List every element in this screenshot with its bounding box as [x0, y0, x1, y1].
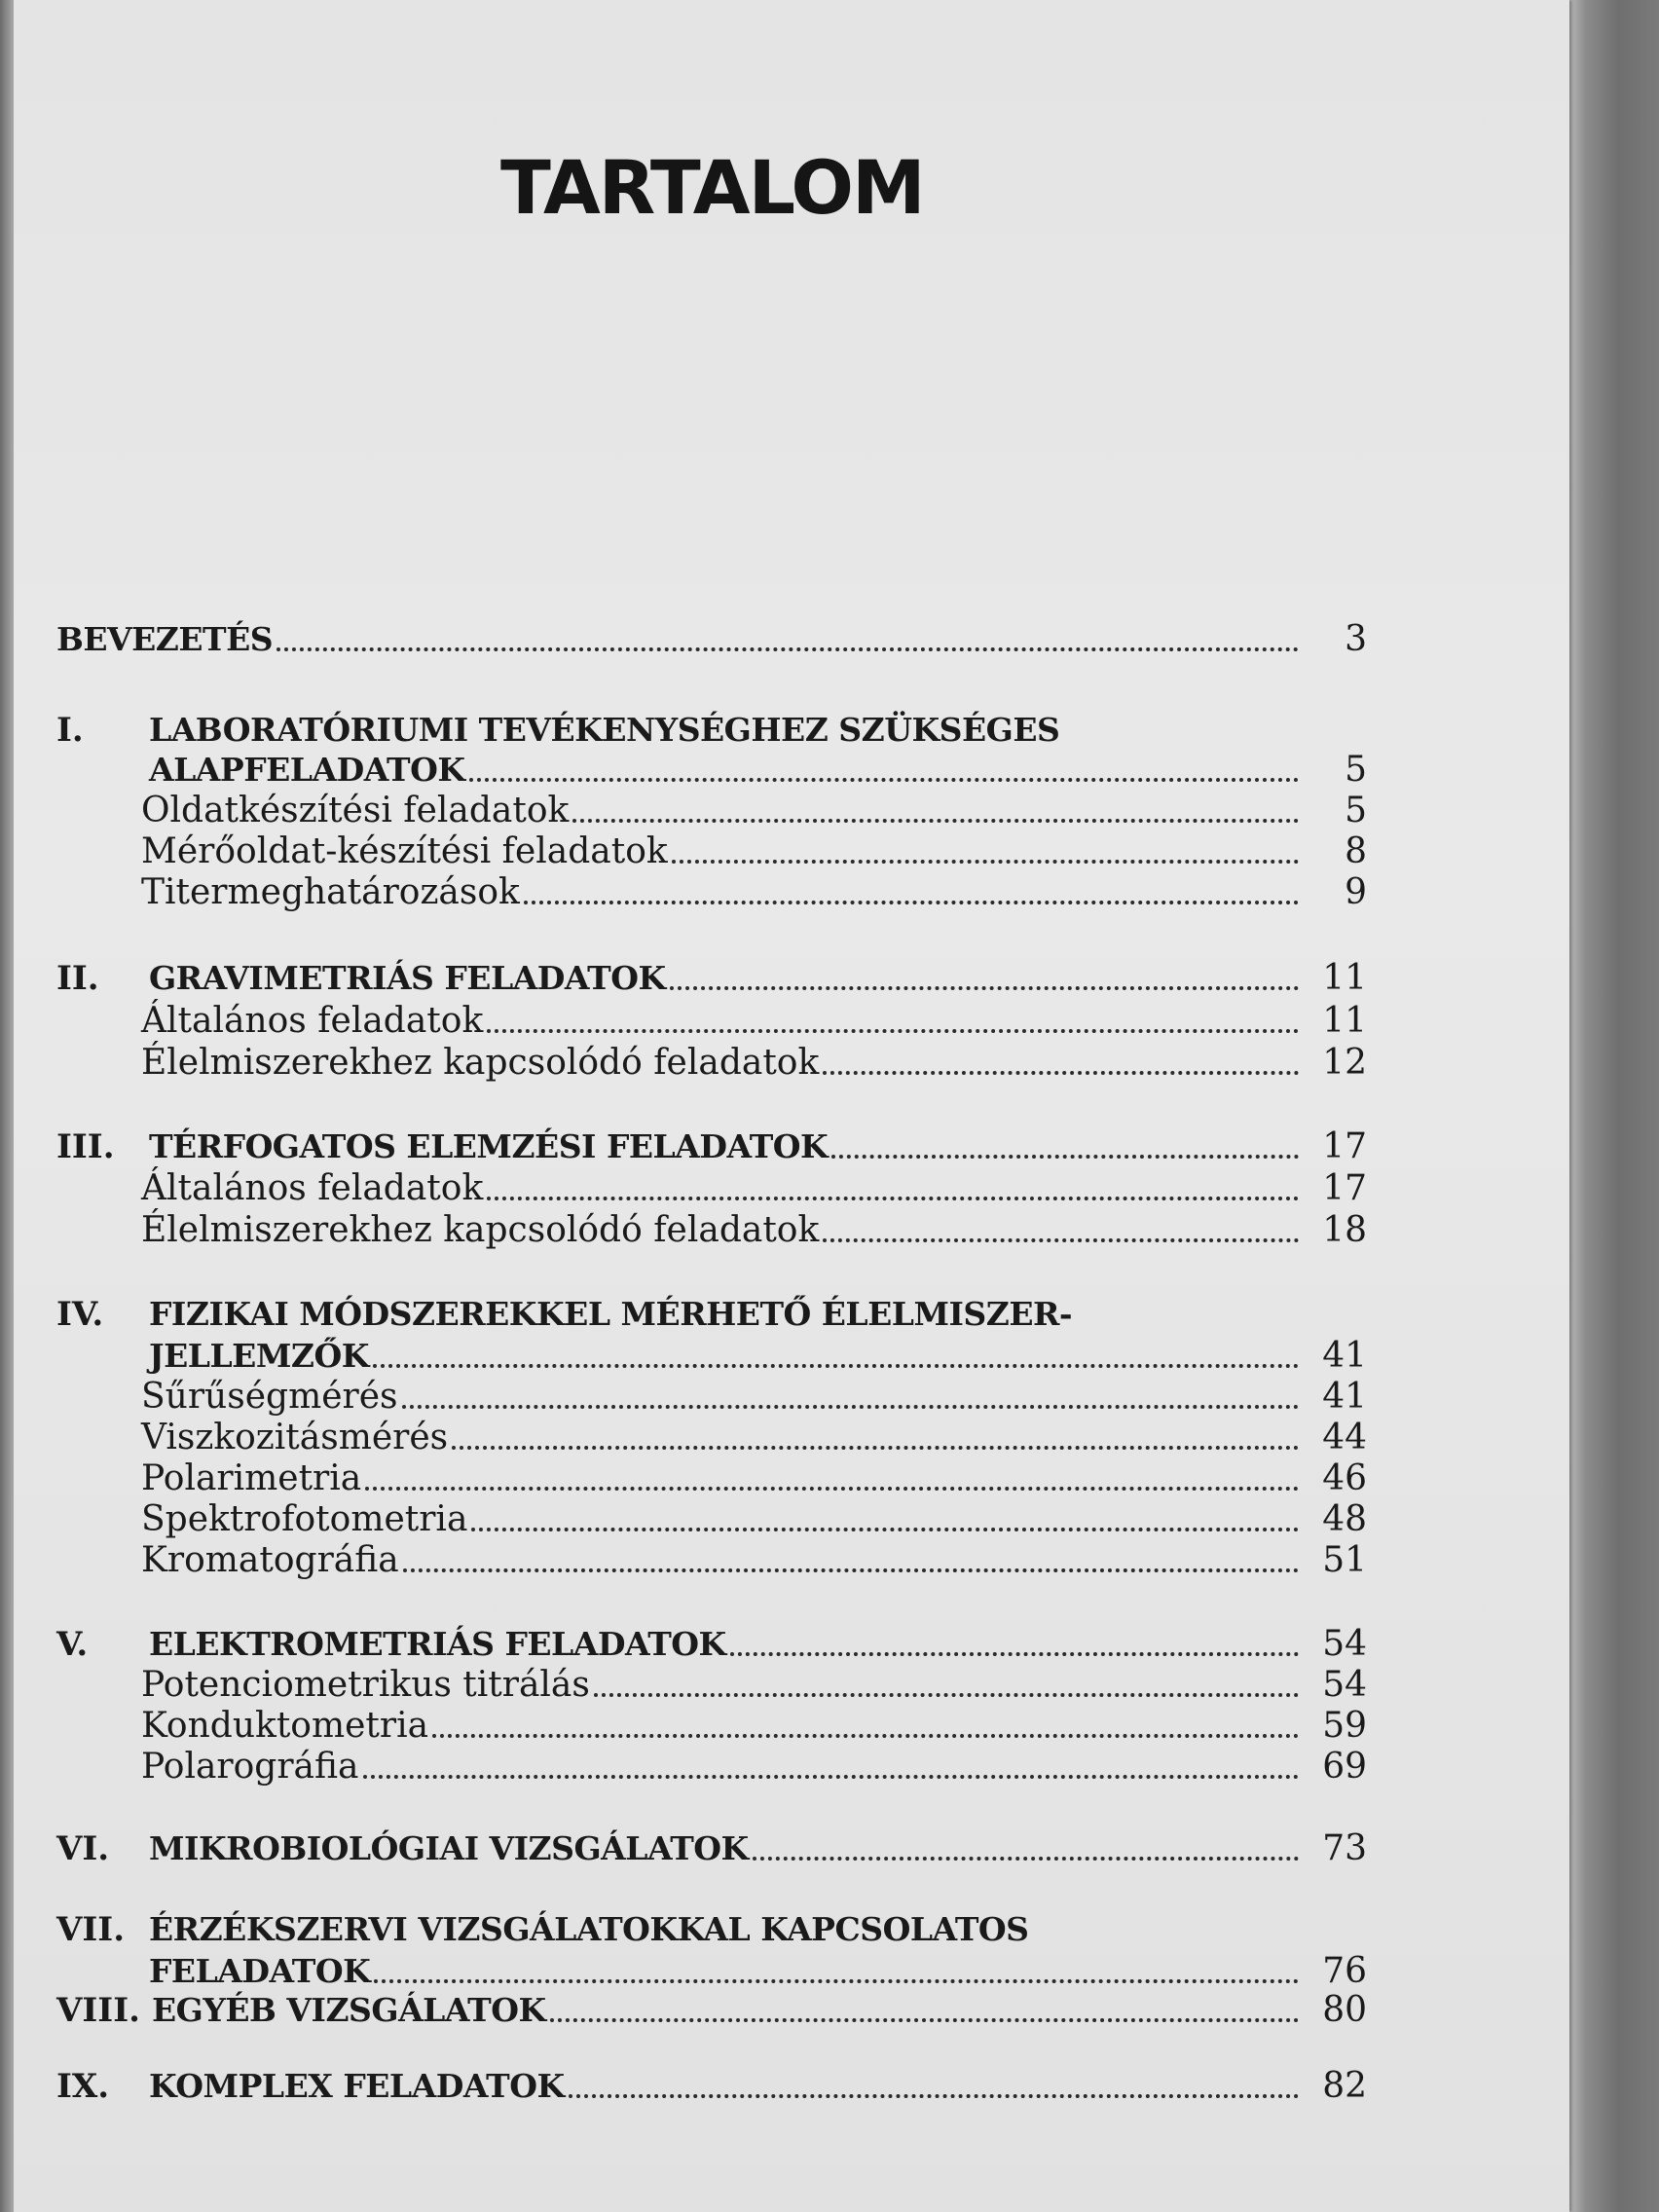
- toc-entry-label: Viszkozitásmérés: [141, 1418, 449, 1457]
- dot-leader: [672, 860, 1299, 864]
- dot-leader: [363, 1775, 1300, 1779]
- dot-leader: [373, 1364, 1299, 1368]
- dot-leader: [670, 986, 1299, 990]
- book-page: [14, 0, 1569, 2212]
- toc-section-heading: [56, 1910, 1367, 1949]
- toc-entry-label-line1: LABORATÓRIUMI TEVÉKENYSÉGHEZ SZÜKSÉGES: [149, 711, 1060, 749]
- toc-entry-label: Polarográfia: [141, 1747, 359, 1787]
- toc-entry: [141, 1210, 1367, 1250]
- toc-entry-page: 41: [1322, 1336, 1367, 1376]
- dot-leader: [365, 1487, 1299, 1491]
- dot-leader: [432, 1734, 1299, 1738]
- toc-entry: [141, 1001, 1367, 1041]
- toc-entry-label: Polarimetria: [141, 1458, 362, 1498]
- toc-entry-label: Sűrűségmérés: [141, 1377, 398, 1417]
- toc-entry-label: JELLEMZŐK: [149, 1337, 369, 1375]
- toc-entry-page: 5: [1345, 791, 1367, 830]
- dot-leader: [487, 1197, 1299, 1200]
- toc-entry: [56, 2066, 1367, 2106]
- toc-entry: [149, 1336, 1367, 1376]
- toc-entry: [141, 1418, 1367, 1457]
- toc-entry: [141, 872, 1367, 912]
- dot-leader: [823, 1071, 1299, 1075]
- toc-entry-page: 17: [1322, 1126, 1367, 1166]
- section-number: IX.: [56, 2067, 110, 2106]
- toc-entry: [141, 1747, 1367, 1787]
- section-number: VII.: [56, 1910, 126, 1949]
- toc-entry-label: Általános feladatok: [141, 1001, 484, 1041]
- section-number: IV.: [56, 1295, 104, 1334]
- dot-leader: [374, 1979, 1299, 1983]
- toc-entry-label: Élelmiszerekhez kapcsolódó feladatok: [141, 1210, 820, 1250]
- dot-leader: [471, 1528, 1299, 1531]
- toc-entry: [141, 791, 1367, 830]
- page-title: TARTALOM: [500, 144, 924, 231]
- toc-entry-label: BEVEZETÉS: [56, 620, 274, 658]
- toc-entry-page: 44: [1322, 1418, 1367, 1457]
- dot-leader: [487, 1029, 1299, 1033]
- dot-leader: [823, 1238, 1299, 1242]
- toc-entry-page: 41: [1322, 1377, 1367, 1417]
- toc-entry-page: 18: [1322, 1210, 1367, 1250]
- dot-leader: [569, 2094, 1299, 2098]
- toc-entry-page: 54: [1322, 1624, 1367, 1664]
- toc-entry-label: Oldatkészítési feladatok: [141, 791, 570, 830]
- book-spine-edge: [0, 0, 14, 2212]
- toc-entry: [56, 958, 1367, 998]
- dot-leader: [402, 1405, 1300, 1409]
- toc-entry: [141, 1043, 1367, 1083]
- toc-section-heading: [56, 1295, 1367, 1334]
- dot-leader: [403, 1568, 1299, 1572]
- dot-leader: [831, 1155, 1299, 1159]
- toc-entry-label: Konduktometria: [141, 1706, 429, 1746]
- section-number: VIII.: [56, 1991, 140, 2030]
- toc-section-heading: [56, 711, 1367, 750]
- toc-entry-label: MIKROBIOLÓGIAI VIZSGÁLATOK: [149, 1829, 749, 1867]
- toc-entry-label: ALAPFELADATOK: [149, 751, 465, 789]
- dot-leader: [550, 2018, 1299, 2022]
- dot-leader: [753, 1857, 1299, 1861]
- toc-entry-page: 80: [1322, 1990, 1367, 2030]
- toc-entry-page: 17: [1322, 1168, 1367, 1208]
- toc-entry-page: 76: [1322, 1951, 1367, 1991]
- toc-entry: [149, 750, 1367, 790]
- toc-entry: [141, 1499, 1367, 1539]
- toc-entry: [56, 619, 1367, 659]
- toc-entry-page: 48: [1322, 1499, 1367, 1539]
- toc-entry-page: 69: [1322, 1747, 1367, 1787]
- toc-entry-page: 11: [1322, 958, 1367, 998]
- toc-entry: [56, 1624, 1367, 1664]
- toc-entry-page: 73: [1322, 1828, 1367, 1868]
- dot-leader: [276, 647, 1299, 651]
- toc-entry-page: 9: [1345, 872, 1367, 912]
- toc-entry-label: KOMPLEX FELADATOK: [149, 2067, 565, 2105]
- toc-entry-label: EGYÉB VIZSGÁLATOK: [152, 1991, 546, 2029]
- toc-entry: [56, 1828, 1367, 1868]
- section-number: II.: [56, 959, 99, 998]
- section-number: III.: [56, 1127, 115, 1166]
- toc-entry-label: Kromatográfia: [141, 1540, 399, 1580]
- toc-entry-label: Általános feladatok: [141, 1168, 484, 1208]
- toc-entry: [149, 1951, 1367, 1991]
- toc-entry-label: GRAVIMETRIÁS FELADATOK: [149, 959, 666, 997]
- toc-entry: [141, 1706, 1367, 1746]
- dot-leader: [452, 1446, 1299, 1450]
- toc-entry: [141, 1458, 1367, 1498]
- page-stack-edge: [1569, 0, 1659, 2212]
- toc-entry-page: 12: [1322, 1043, 1367, 1083]
- toc-entry: [56, 1126, 1367, 1166]
- toc-entry-page: 11: [1322, 1001, 1367, 1041]
- dot-leader: [572, 819, 1299, 823]
- toc-entry-page: 59: [1322, 1706, 1367, 1746]
- toc-entry-label: Mérőoldat-készítési feladatok: [141, 831, 668, 871]
- toc-entry: [56, 1990, 1367, 2030]
- toc-entry-label: Potenciometrikus titrálás: [141, 1665, 590, 1705]
- toc-entry-label: TÉRFOGATOS ELEMZÉSI FELADATOK: [149, 1127, 829, 1165]
- toc-entry-label: FELADATOK: [149, 1952, 371, 1990]
- toc-entry-label-line1: ÉRZÉKSZERVI VIZSGÁLATOKKAL KAPCSOLATOS: [149, 1910, 1029, 1948]
- section-number: VI.: [56, 1829, 110, 1868]
- section-number: I.: [56, 711, 84, 750]
- dot-leader: [594, 1693, 1299, 1697]
- toc-entry: [141, 1168, 1367, 1208]
- toc-entry-page: 3: [1345, 619, 1367, 659]
- toc-entry-page: 5: [1345, 750, 1367, 790]
- toc-entry: [141, 831, 1367, 871]
- toc-entry-label: Élelmiszerekhez kapcsolódó feladatok: [141, 1043, 820, 1083]
- toc-entry-page: 82: [1322, 2066, 1367, 2106]
- toc-entry-label: ELEKTROMETRIÁS FELADATOK: [149, 1625, 726, 1663]
- dot-leader: [469, 778, 1299, 782]
- toc-entry: [141, 1377, 1367, 1417]
- toc-entry-page: 8: [1345, 831, 1367, 871]
- toc-entry-label: Spektrofotometria: [141, 1499, 468, 1539]
- toc-entry-label-line1: FIZIKAI MÓDSZEREKKEL MÉRHETŐ ÉLELMISZER-: [149, 1295, 1073, 1333]
- toc-entry: [141, 1540, 1367, 1580]
- toc-entry: [141, 1665, 1367, 1705]
- toc-entry-page: 51: [1322, 1540, 1367, 1580]
- dot-leader: [524, 901, 1299, 904]
- dot-leader: [730, 1652, 1299, 1656]
- toc-entry-page: 46: [1322, 1458, 1367, 1498]
- section-number: V.: [56, 1625, 89, 1664]
- table-of-contents: [14, 0, 1569, 2212]
- toc-entry-page: 54: [1322, 1665, 1367, 1705]
- toc-entry-label: Titermeghatározások: [141, 872, 520, 912]
